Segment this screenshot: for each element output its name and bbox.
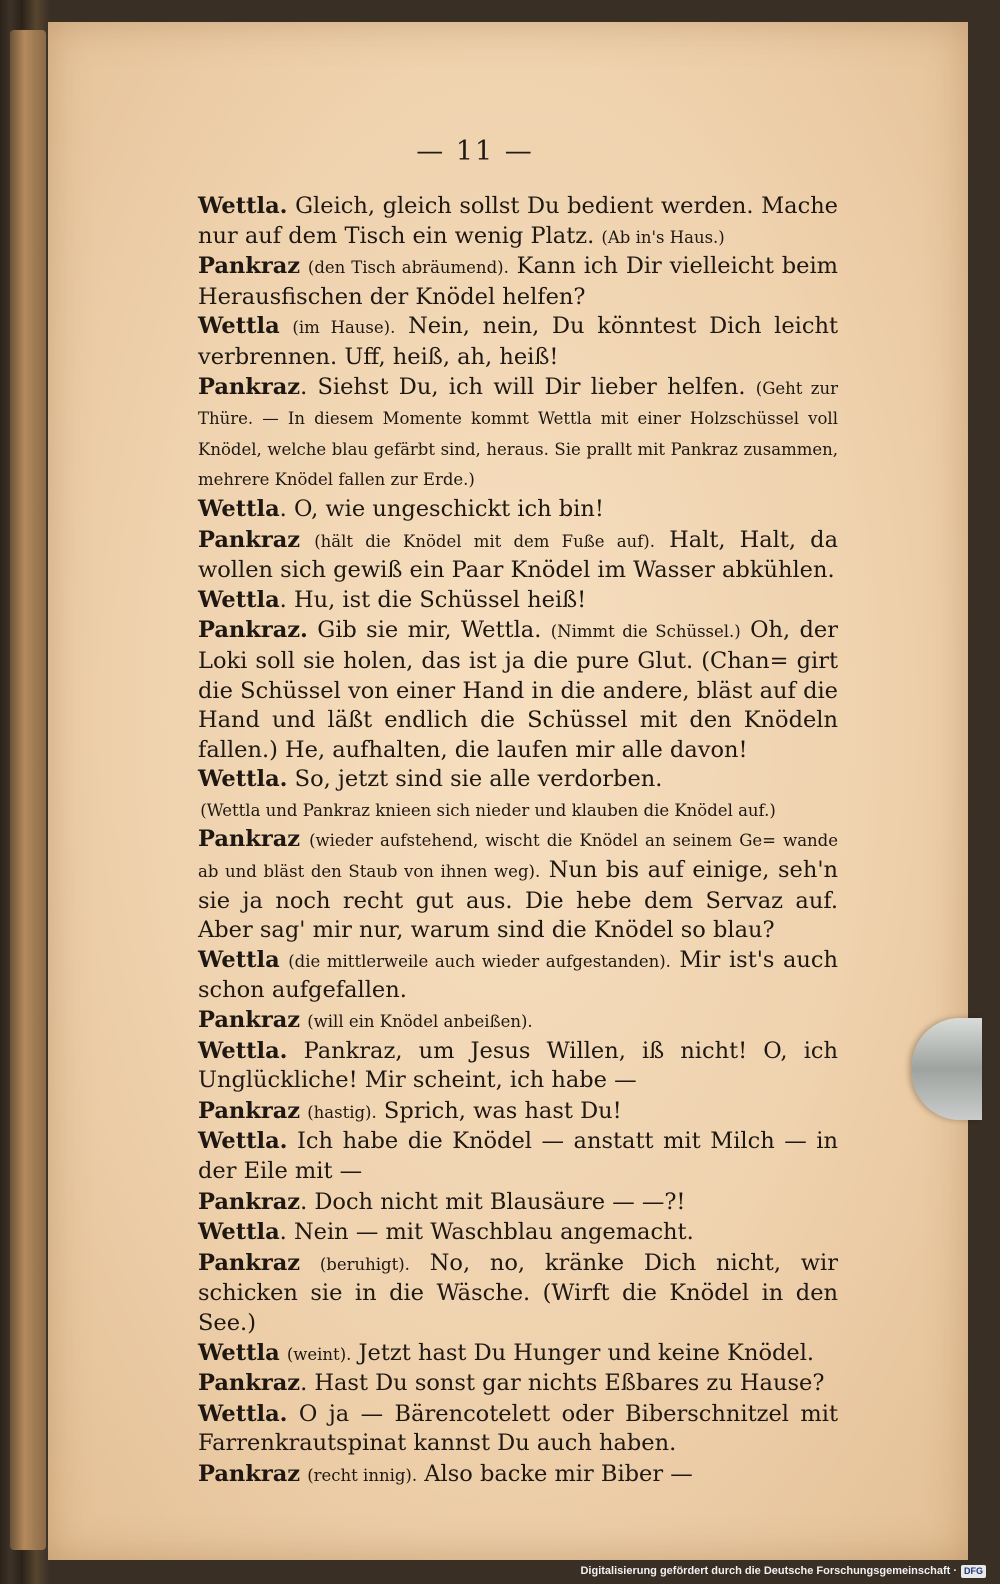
dialogue-line (138, 825, 838, 945)
dialogue-line (138, 312, 838, 372)
dialogue-line (138, 1339, 838, 1370)
speaker-name: Wettla (198, 1339, 280, 1366)
stage-direction: (beruhigt). (319, 1254, 410, 1274)
line-text (300, 527, 314, 553)
stage-direction: (recht innig). (307, 1465, 418, 1485)
line-text: . Hu, ist die Schüssel heiß! (279, 586, 587, 613)
line-text (300, 1250, 320, 1276)
speaker-name: Pankraz (198, 253, 301, 280)
line-text (280, 1340, 287, 1366)
stage-direction: (weint). (286, 1344, 352, 1364)
dialogue-group-2 (138, 825, 838, 1490)
line-text: . Hast Du sonst gar nichts Eßbares zu Hause? (300, 1370, 825, 1397)
speaker-name: Pankraz (198, 1460, 301, 1487)
dialogue-line (138, 1400, 838, 1460)
speaker-name: Wettla. (198, 193, 288, 219)
speaker-name: Pankraz. (198, 617, 308, 644)
speaker-name: Wettla (198, 946, 280, 973)
line-text-rest: Halt, Halt, da wollen sich gewiß ein Paar Knödel im Wasser abkühlen. (198, 526, 838, 584)
dialogue-line (138, 1127, 838, 1187)
stage-direction: (hält die Knödel mit dem Fuße auf). (314, 531, 655, 551)
stage-direction: (die mittlerweile auch wieder aufgestanden). (288, 951, 671, 971)
dialogue-line (138, 1188, 838, 1219)
dialogue-line (138, 1249, 838, 1339)
stage-direction: (Geht zur Thüre. — In diesem Momente kommt Wettla mit einer Holzschüssel voll Knödel, welche blau gefärbt sind, heraus. Sie prallt mit Pankraz zusammen, mehrere Knödel fallen zur Erde.) (198, 378, 839, 490)
dialogue-line (138, 1097, 838, 1128)
dialogue-line (138, 586, 838, 617)
speaker-name: Pankraz (198, 1249, 301, 1276)
dialogue-line (138, 1218, 838, 1249)
play-text (138, 192, 838, 1491)
dialogue-line (138, 1006, 838, 1037)
line-text: . O, wie ungeschickt ich bin! (279, 495, 604, 522)
dialogue-line (138, 1460, 838, 1491)
stage-direction: (Nimmt die Schüssel.) (550, 622, 741, 642)
speaker-name: Pankraz (198, 1097, 301, 1124)
line-text: Ich habe die Knödel — anstatt mit Milch — in der Eile mit — (198, 1128, 838, 1184)
line-text-rest: No, no, kränke Dich nicht, wir schicken sie in die Wäsche. (Wirft die Knödel in den See.) (198, 1249, 838, 1336)
line-text-rest: Jetzt hast Du Hunger und keine Knödel. (351, 1339, 815, 1366)
speaker-name: Pankraz (198, 1007, 301, 1034)
dialogue-line (138, 616, 838, 765)
stage-direction: (Ab in's Haus.) (601, 227, 725, 247)
dialogue-line (138, 526, 838, 586)
dialogue-group-1 (138, 192, 838, 796)
line-text (300, 826, 309, 852)
stage-direction-centered: (Wettla und Pankraz knieen sich nieder und klauben die Knödel auf.) (200, 800, 776, 820)
stage-direction: (im Hause). (292, 318, 396, 338)
speaker-name: Wettla. (198, 766, 288, 793)
speaker-name: Wettla (198, 313, 280, 340)
speaker-name: Pankraz (198, 526, 301, 553)
dialogue-line (138, 373, 838, 495)
line-text (300, 253, 308, 279)
speaker-name: Wettla (198, 1219, 280, 1246)
stage-direction: (wieder aufstehend, wischt die Knödel an seinem Ge= wande ab und bläst den Staub von ihnen weg). (198, 831, 838, 882)
dialogue-line (138, 1037, 838, 1097)
dfg-footer (580, 1562, 986, 1580)
stage-direction: (will ein Knödel anbeißen). (307, 1012, 533, 1032)
line-text-rest: Oh, der Loki soll sie holen, das ist ja die pure Glut. (Chan= girt die Schüssel von einer Hand in die andere, bläst auf die Hand und läßt endlich die Schüssel mit den Knödeln fallen.) He, aufhalten, die laufen mir alle davon! (198, 617, 839, 763)
dfg-logo: DFG (961, 1565, 986, 1578)
line-text (280, 313, 293, 339)
speaker-name: Wettla. (198, 1037, 288, 1064)
line-text-rest: Also backe mir Biber — (417, 1460, 693, 1487)
previous-page-edge (10, 30, 46, 1550)
line-text: Pankraz, um Jesus Willen, iß nicht! O, ich Unglückliche! Mir scheint, ich habe — (198, 1037, 838, 1094)
dialogue-line (138, 495, 838, 526)
speaker-name: Pankraz (198, 1188, 301, 1215)
line-text-rest: Nein, nein, Du könntest Dich leicht verbrennen. Uff, heiß, ah, heiß! (198, 313, 839, 370)
speaker-name: Pankraz (198, 373, 301, 400)
speaker-name: Wettla (198, 586, 280, 613)
speaker-name: Wettla. (198, 1128, 288, 1155)
line-text: Gleich, gleich sollst Du bedient werden. Mache nur auf dem Tisch ein wenig Platz. (198, 193, 838, 249)
line-text: So, jetzt sind sie alle verdorben. (287, 766, 663, 793)
speaker-name: Pankraz (198, 826, 301, 853)
speaker-name: Wettla. (198, 1400, 288, 1427)
line-text: O ja — Bärencotelett oder Biberschnitzel mit Farrenkrautspinat kannst Du auch haben. (198, 1400, 838, 1457)
line-text (280, 947, 289, 973)
dialogue-line (138, 946, 838, 1006)
speaker-name: Wettla (198, 495, 280, 522)
line-text-rest: Sprich, was hast Du! (376, 1097, 622, 1124)
line-text-rest: Nun bis auf einige, seh'n sie ja noch recht gut aus. Die hebe dem Servaz auf. Aber sag' mir nur, warum sind die Knödel so blau? (198, 857, 838, 944)
dialogue-line (138, 192, 838, 252)
speaker-name: Pankraz (198, 1370, 301, 1397)
line-text: . Siehst Du, ich will Dir lieber helfen. (300, 373, 756, 400)
line-text-rest: Kann ich Dir vielleicht beim Herausfischen der Knödel helfen? (198, 253, 838, 310)
footer-text: Digitalisierung gefördert durch die Deutsche Forschungsgemeinschaft · (580, 1565, 957, 1577)
dialogue-line (138, 765, 838, 796)
page-number: — 11 — (416, 136, 534, 167)
line-text-rest: Mir ist's auch schon aufgefallen. (198, 946, 838, 1004)
dialogue-line (138, 1369, 838, 1400)
stage-direction: (hastig). (307, 1102, 377, 1122)
line-text: . Doch nicht mit Blausäure — —?! (300, 1188, 686, 1215)
line-text: Gib sie mir, Wettla. (307, 617, 551, 644)
dialogue-line (138, 252, 838, 312)
stage-direction: (den Tisch abräumend). (307, 258, 509, 278)
line-text: . Nein — mit Waschblau angemacht. (279, 1219, 694, 1246)
